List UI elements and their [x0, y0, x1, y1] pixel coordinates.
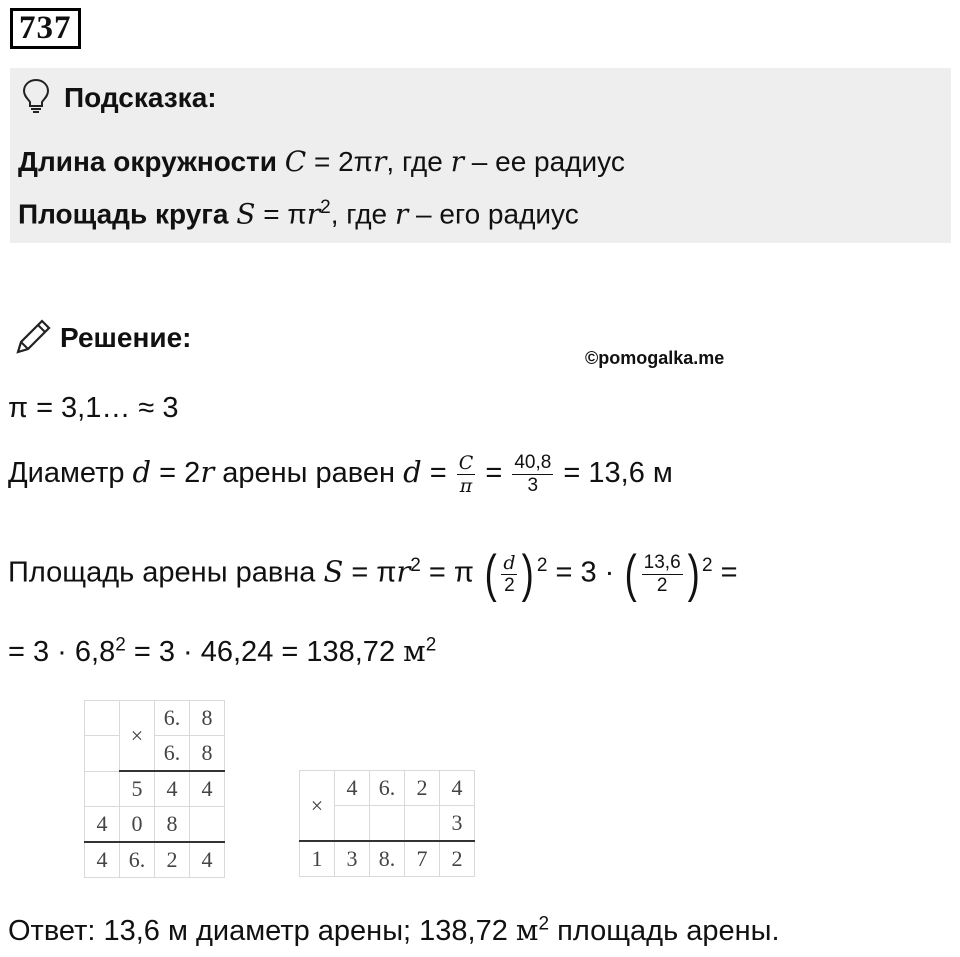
grid-cell: [190, 807, 225, 843]
grid-cell: 1: [300, 841, 335, 877]
grid-cell: 8.: [370, 841, 405, 877]
grid-cell: 4: [85, 807, 120, 843]
lightbulb-icon: [22, 78, 50, 119]
grid-cell: 7: [405, 841, 440, 877]
grid-cell: 2: [405, 771, 440, 806]
grid-cell: 0: [120, 807, 155, 843]
grid-cell: 6.: [370, 771, 405, 806]
watermark: ©pomogalka.me: [585, 348, 725, 368]
diameter-line: Диаметр d = 2r арены равен d = $\frac{C}{\pi}$ = $\frac{40,8}{3}$ = 13,6 м: [8, 452, 673, 497]
grid-cell: 4: [190, 842, 225, 878]
grid-cell: [405, 806, 440, 842]
grid-cell: [335, 806, 370, 842]
area-line: Площадь арены равна $S = \pi r^2 = \pi$ ( $\frac{d}{2}$ ) $^2$ = 3 · ( $\frac{13,6}{2}$ ) $^2$ =: [8, 545, 738, 603]
grid-cell: 8: [190, 736, 225, 772]
grid-cell: 3: [335, 841, 370, 877]
grid-cell: 4: [85, 842, 120, 878]
grid-cell: 4: [440, 771, 475, 806]
grid-cell: 2: [440, 841, 475, 877]
grid-cell: 8: [155, 807, 190, 843]
grid-cell: [85, 771, 120, 807]
grid-cell: [370, 806, 405, 842]
grid-cell: 6.: [120, 842, 155, 878]
area-calc-line: = $3 \cdot 6,8^2 = 3 \cdot 46,24 = 138,72$ $м^2$: [8, 634, 437, 668]
pi-approximation: π = 3,1… ≈ 3: [8, 392, 179, 424]
multiply-sign: ×: [300, 771, 335, 842]
multiplication-grid-1: [84, 700, 225, 878]
grid-cell: 4: [190, 771, 225, 807]
problem-number: 737: [10, 8, 81, 49]
multiplication-grid-2: [299, 770, 475, 877]
solution-title: Решение:: [60, 322, 192, 353]
grid-cell: 2: [155, 842, 190, 878]
grid-cell: [85, 736, 120, 772]
grid-cell: 3: [440, 806, 475, 842]
pencil-icon: [12, 318, 52, 363]
grid-cell: 6.: [155, 701, 190, 736]
grid-cell: 8: [190, 701, 225, 736]
grid-cell: 6.: [155, 736, 190, 772]
hint-circumference: Длина окружности C = 2πr, где r – ее радиус: [18, 145, 625, 178]
grid-cell: [85, 701, 120, 736]
answer-line: Ответ: 13,6 м диаметр арены; 138,72 $м^2$ площадь арены.: [8, 913, 780, 947]
multiply-sign: ×: [120, 701, 155, 772]
hint-area: Площадь круга $S = \pi r^2$, где r – его радиус: [18, 197, 579, 231]
grid-cell: 4: [155, 771, 190, 807]
grid-cell: 5: [120, 771, 155, 807]
grid-cell: 4: [335, 771, 370, 806]
hint-title: Подсказка:: [64, 82, 217, 113]
